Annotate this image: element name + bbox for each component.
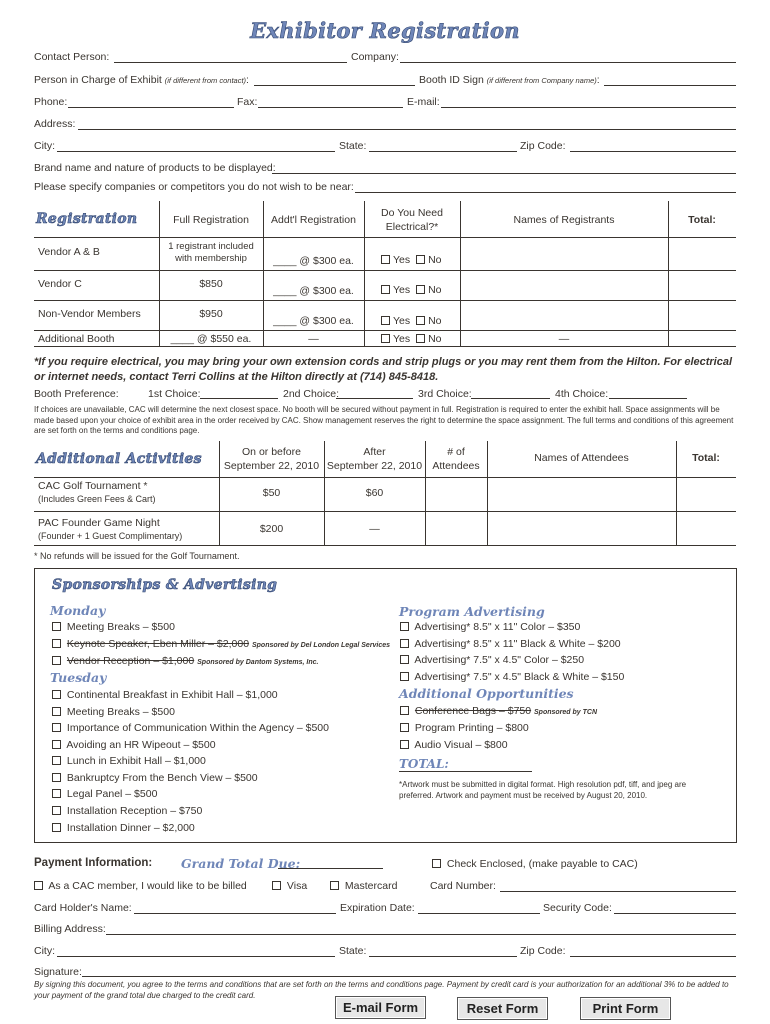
vendor-ab-electrical[interactable]: Yes No	[381, 254, 442, 266]
tuesday-item[interactable]: Importance of Communication Within the Agency – $500	[52, 722, 329, 734]
tuesday-item[interactable]: Legal Panel – $500	[52, 788, 157, 800]
no-checkbox[interactable]	[416, 285, 425, 294]
tuesday-heading: Tuesday	[50, 670, 107, 685]
city-field[interactable]	[57, 151, 335, 152]
artwork-note: *Artwork must be submitted in digital format. High resolution pdf, tiff, and jpeg are preferred. Artwork and payment must be received by August 20, 2010.	[399, 780, 687, 800]
payment-heading: Payment Information:	[34, 857, 153, 869]
yes-checkbox[interactable]	[381, 285, 390, 294]
checkbox[interactable]	[432, 859, 441, 868]
security-code-field[interactable]	[614, 913, 736, 914]
monday-item[interactable]: Meeting Breaks – $500	[52, 621, 175, 633]
monday-item[interactable]: Vendor Reception – $1,000 Sponsored by Dantom Systems, Inc.	[52, 655, 319, 667]
security-code-label: Security Code:	[543, 902, 612, 914]
yes-checkbox[interactable]	[381, 334, 390, 343]
contact-person-label: Contact Person:	[34, 51, 110, 63]
billing-address-field[interactable]	[106, 934, 736, 935]
game-night-sub: (Founder + 1 Guest Complimentary)	[38, 531, 183, 541]
email-form-button[interactable]: E-mail Form	[335, 996, 426, 1019]
golf-tournament: CAC Golf Tournament *	[38, 480, 148, 492]
checkbox[interactable]	[400, 639, 409, 648]
phone-label: Phone:	[34, 96, 68, 108]
city-label: City:	[34, 140, 55, 152]
checkbox[interactable]	[400, 655, 409, 664]
activities-heading: Additional Activities	[36, 451, 202, 467]
email-label: E-mail:	[407, 96, 440, 108]
row-non-vendor: Non-Vendor Members	[38, 308, 141, 320]
card-holder-field[interactable]	[134, 913, 336, 914]
signature-label: Signature:	[34, 966, 82, 978]
row-additional-booth: Additional Booth	[38, 333, 115, 345]
monday-item[interactable]: Keynote Speaker, Eben Miller – $2,000 Sponsored by Del London Legal Services	[52, 638, 390, 650]
policy-text: If choices are unavailable, CAC will determine the next closest space. No booth will be secured without payment in full. Registration is required to enter the exhibit hall. Space assignments will be made based upon your choice of exhibit area in the order received by CAC. Show management reserves the right to determine the space assignment. The full terms and conditions of this agreement are set forth on the terms and conditions page.	[34, 405, 734, 435]
visa-option[interactable]: Visa	[272, 880, 307, 892]
competitors-field[interactable]	[355, 192, 736, 193]
checkbox[interactable]	[400, 672, 409, 681]
non-vendor-electrical[interactable]: Yes No	[381, 315, 442, 327]
col-attendees-total: Total:	[692, 452, 720, 464]
checkbox[interactable]	[52, 740, 61, 749]
checkbox[interactable]	[52, 823, 61, 832]
competitors-label: Please specify companies or competitors you do not wish to be near:	[34, 181, 354, 193]
col-addtl-registration: Addt'l Registration	[271, 214, 356, 226]
row-vendor-ab: Vendor A & B	[38, 246, 100, 258]
col-full-registration: Full Registration	[173, 214, 249, 226]
golf-after-price: $60	[365, 487, 384, 499]
checkbox[interactable]	[400, 723, 409, 732]
golf-before-price: $50	[262, 487, 281, 499]
opportunity-item[interactable]: Audio Visual – $800	[400, 739, 508, 751]
program-item[interactable]: Advertising* 7.5" x 4.5" Color – $250	[400, 654, 584, 666]
company-label: Company:	[351, 51, 399, 63]
print-form-button[interactable]: Print Form	[580, 997, 671, 1020]
tuesday-item[interactable]: Bankruptcy From the Bench View – $500	[52, 772, 258, 784]
booth-id-sign-label: Booth ID Sign (if different from Company name):	[419, 74, 600, 86]
person-in-charge-label: Person in Charge of Exhibit (if different from contact):	[34, 74, 249, 86]
vendor-c-electrical[interactable]: Yes No	[381, 284, 442, 296]
checkbox[interactable]	[400, 740, 409, 749]
phone-field[interactable]	[68, 107, 234, 108]
col-names-registrants: Names of Registrants	[513, 214, 615, 226]
expiration-field[interactable]	[418, 913, 540, 914]
booth-id-sign-field[interactable]	[604, 85, 736, 86]
vendor-ab-addtl[interactable]: ____ @ $300 ea.	[273, 255, 354, 267]
col-electrical: Do You Need Electrical?*	[381, 207, 443, 233]
additional-booth-addtl: —	[308, 333, 319, 345]
vendor-c-addtl[interactable]: ____ @ $300 ea.	[273, 285, 354, 297]
program-advertising-heading: Program Advertising	[399, 604, 545, 619]
choice-2-label: 2nd Choice:	[283, 388, 340, 400]
opportunity-item[interactable]: Conference Bags – $750 Sponsored by TCN	[400, 705, 597, 717]
choice-3-label: 3rd Choice:	[418, 388, 472, 400]
address-field[interactable]	[78, 129, 736, 130]
address-label: Address:	[34, 118, 76, 130]
choice-1-label: 1st Choice:	[148, 388, 201, 400]
tuesday-item[interactable]: Installation Reception – $750	[52, 805, 202, 817]
additional-opportunities-heading: Additional Opportunities	[399, 686, 574, 701]
col-on-before: On or before September 22, 2010	[223, 446, 320, 472]
program-item[interactable]: Advertising* 8.5" x 11" Color – $350	[400, 621, 580, 633]
brand-field[interactable]	[272, 173, 736, 174]
billing-address-label: Billing Address:	[34, 923, 106, 935]
choice-4-label: 4th Choice:	[555, 388, 609, 400]
checkbox[interactable]	[52, 773, 61, 782]
checkbox[interactable]	[34, 881, 43, 890]
golf-refund-note: * No refunds will be issued for the Golf Tournament.	[34, 551, 240, 561]
checkbox[interactable]	[330, 881, 339, 890]
grand-total-field[interactable]	[278, 868, 383, 869]
choice-2-field[interactable]	[336, 398, 413, 399]
sponsorship-total-label: TOTAL:	[399, 757, 449, 771]
sponsorships-heading: Sponsorships & Advertising	[52, 577, 278, 593]
col-num-attendees: # of Attendees	[432, 446, 480, 472]
col-after: After September 22, 2010	[326, 446, 423, 472]
page-title: Exhibitor Registration	[250, 18, 520, 43]
tuesday-item[interactable]: Lunch in Exhibit Hall – $1,000	[52, 755, 206, 767]
fax-label: Fax:	[237, 96, 258, 108]
signature-field[interactable]	[82, 976, 736, 977]
no-checkbox[interactable]	[416, 334, 425, 343]
brand-label: Brand name and nature of products to be displayed:	[34, 162, 276, 174]
billing-zip-label: Zip Code:	[520, 945, 566, 957]
zip-label: Zip Code:	[520, 140, 566, 152]
yes-checkbox[interactable]	[381, 255, 390, 264]
vendor-c-full: $850	[199, 278, 223, 290]
choice-4-field[interactable]	[609, 398, 687, 399]
billing-city-field[interactable]	[57, 956, 335, 957]
checkbox[interactable]	[52, 756, 61, 765]
company-field[interactable]	[400, 62, 736, 63]
member-billed[interactable]: As a CAC member, I would like to be billed	[34, 880, 247, 892]
tuesday-item[interactable]: Meeting Breaks – $500	[52, 706, 175, 718]
program-item[interactable]: Advertising* 7.5" x 4.5" Black & White – $150	[400, 671, 624, 683]
checkbox[interactable]	[52, 690, 61, 699]
registration-heading: Registration	[36, 211, 138, 227]
additional-booth-full[interactable]: ____ @ $550 ea.	[170, 333, 252, 345]
no-checkbox[interactable]	[416, 316, 425, 325]
card-number-field[interactable]	[500, 891, 736, 892]
game-night-before-price: $200	[259, 523, 284, 535]
checkbox[interactable]	[52, 806, 61, 815]
col-names-attendees: Names of Attendees	[534, 452, 629, 464]
yes-checkbox[interactable]	[381, 316, 390, 325]
tuesday-item[interactable]: Avoiding an HR Wipeout – $500	[52, 739, 216, 751]
reset-form-button[interactable]: Reset Form	[457, 997, 548, 1020]
email-field[interactable]	[441, 107, 736, 108]
card-holder-label: Card Holder's Name:	[34, 902, 132, 914]
fax-field[interactable]	[258, 107, 403, 108]
checkbox[interactable]	[52, 622, 61, 631]
tuesday-item[interactable]: Installation Dinner – $2,000	[52, 822, 195, 834]
billing-zip-field[interactable]	[570, 956, 736, 957]
checkbox[interactable]	[52, 707, 61, 716]
checkbox[interactable]	[400, 622, 409, 631]
tuesday-item[interactable]: Continental Breakfast in Exhibit Hall – $1,000	[52, 689, 278, 701]
zip-field[interactable]	[570, 151, 736, 152]
billing-state-label: State:	[339, 945, 367, 957]
monday-heading: Monday	[50, 603, 106, 618]
checkbox[interactable]	[52, 639, 61, 648]
col-total: Total:	[688, 214, 716, 226]
expiration-label: Expiration Date:	[340, 902, 415, 914]
additional-booth-names: —	[558, 333, 570, 345]
checkbox[interactable]	[52, 723, 61, 732]
no-checkbox[interactable]	[416, 255, 425, 264]
payment-disclaimer: By signing this document, you agree to the terms and conditions that are set forth on the terms and conditions page. Payment by credit card is your authorization for an additional 3% to be added to your payment of the grand total due charged to the credit card.	[34, 980, 729, 1000]
golf-tournament-sub: (Includes Green Fees & Cart)	[38, 494, 156, 504]
non-vendor-addtl[interactable]: ____ @ $300 ea.	[273, 315, 354, 327]
game-night: PAC Founder Game Night	[38, 517, 160, 529]
booth-preference-label: Booth Preference:	[34, 388, 119, 400]
choice-1-field[interactable]	[200, 398, 278, 399]
checkbox[interactable]	[52, 789, 61, 798]
vendor-ab-full: 1 registrant included with membership	[168, 241, 254, 264]
game-night-after-price: —	[369, 523, 380, 535]
contact-person-field[interactable]	[114, 62, 347, 63]
mastercard-option[interactable]: Mastercard	[330, 880, 397, 892]
electrical-note: *If you require electrical, you may bring your own extension cords and strip plugs or you may rent them from the Hilton. For electrical or internet needs, contact Terri Collins at the Hilton directly at (714) 845-8418.	[34, 356, 733, 383]
additional-booth-electrical[interactable]: Yes No	[381, 333, 442, 345]
check-enclosed[interactable]: Check Enclosed, (make payable to CAC)	[432, 858, 638, 870]
checkbox[interactable]	[400, 706, 409, 715]
person-in-charge-field[interactable]	[254, 85, 415, 86]
sponsorship-total-field[interactable]	[399, 771, 532, 772]
checkbox[interactable]	[52, 656, 61, 665]
billing-state-field[interactable]	[369, 956, 517, 957]
opportunity-item[interactable]: Program Printing – $800	[400, 722, 529, 734]
choice-3-field[interactable]	[471, 398, 550, 399]
billing-city-label: City:	[34, 945, 55, 957]
program-item[interactable]: Advertising* 8.5" x 11" Black & White – $200	[400, 638, 621, 650]
checkbox[interactable]	[272, 881, 281, 890]
grand-total-label: Grand Total Due:	[181, 856, 301, 871]
non-vendor-full: $950	[199, 308, 223, 320]
row-vendor-c: Vendor C	[38, 278, 82, 290]
state-label: State:	[339, 140, 367, 152]
card-number-label: Card Number:	[430, 880, 496, 892]
state-field[interactable]	[369, 151, 517, 152]
